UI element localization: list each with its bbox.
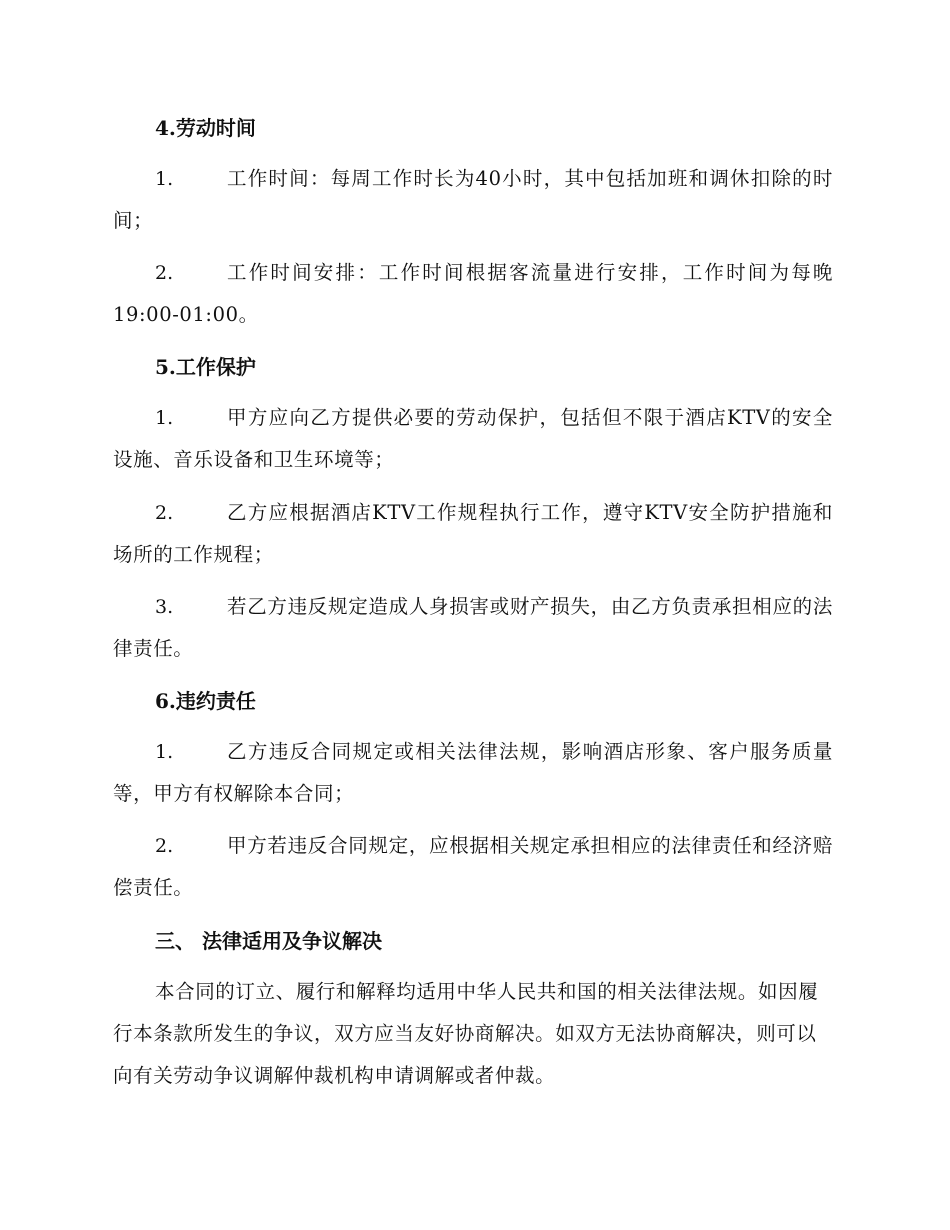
item-number: 2. (155, 262, 174, 284)
item-text: 工作时间安排：工作时间根据客流量进行安排，工作时间为每晚19:00-01:00。 (113, 261, 833, 326)
section-heading-law-and-disputes: 三、 法律适用及争议解决 (155, 929, 382, 953)
list-item (113, 252, 833, 336)
section-heading-working-hours: 4.劳动时间 (155, 116, 256, 140)
item-number: 1. (155, 407, 174, 429)
law-paragraph: 本合同的订立、履行和解释均适用中华人民共和国的相关法律法规。如因履行本条款所发生的争议，双方应当友好协商解决。如双方无法协商解决，则可以向有关劳动争议调解仲裁机构申请调解或者仲裁。 (113, 980, 819, 1087)
item-text: 工作时间：每周工作时长为40小时，其中包括加班和调休扣除的时间； (113, 167, 833, 232)
item-number: 3. (155, 596, 174, 618)
list-item (113, 825, 833, 909)
item-text: 乙方违反合同规定或相关法律法规，影响酒店形象、客户服务质量等，甲方有权解除本合同； (113, 740, 833, 805)
list-item (113, 586, 833, 670)
list-item (113, 158, 833, 242)
item-text: 乙方应根据酒店KTV工作规程执行工作，遵守KTV安全防护措施和场所的工作规程； (113, 501, 833, 566)
item-number: 2. (155, 502, 174, 524)
list-item (113, 731, 833, 815)
item-number: 1. (155, 741, 174, 763)
item-number: 1. (155, 168, 174, 190)
item-text: 甲方若违反合同规定，应根据相关规定承担相应的法律责任和经济赔偿责任。 (113, 834, 833, 899)
item-text: 甲方应向乙方提供必要的劳动保护，包括但不限于酒店KTV的安全设施、音乐设备和卫生环境等； (113, 406, 833, 471)
item-text: 若乙方违反规定造成人身损害或财产损失，由乙方负责承担相应的法律责任。 (113, 595, 833, 660)
section-heading-work-protection: 5.工作保护 (155, 355, 256, 379)
item-number: 2. (155, 835, 174, 857)
list-item (113, 397, 833, 481)
section-heading-breach-liability: 6.违约责任 (155, 689, 256, 713)
list-item (113, 492, 833, 576)
